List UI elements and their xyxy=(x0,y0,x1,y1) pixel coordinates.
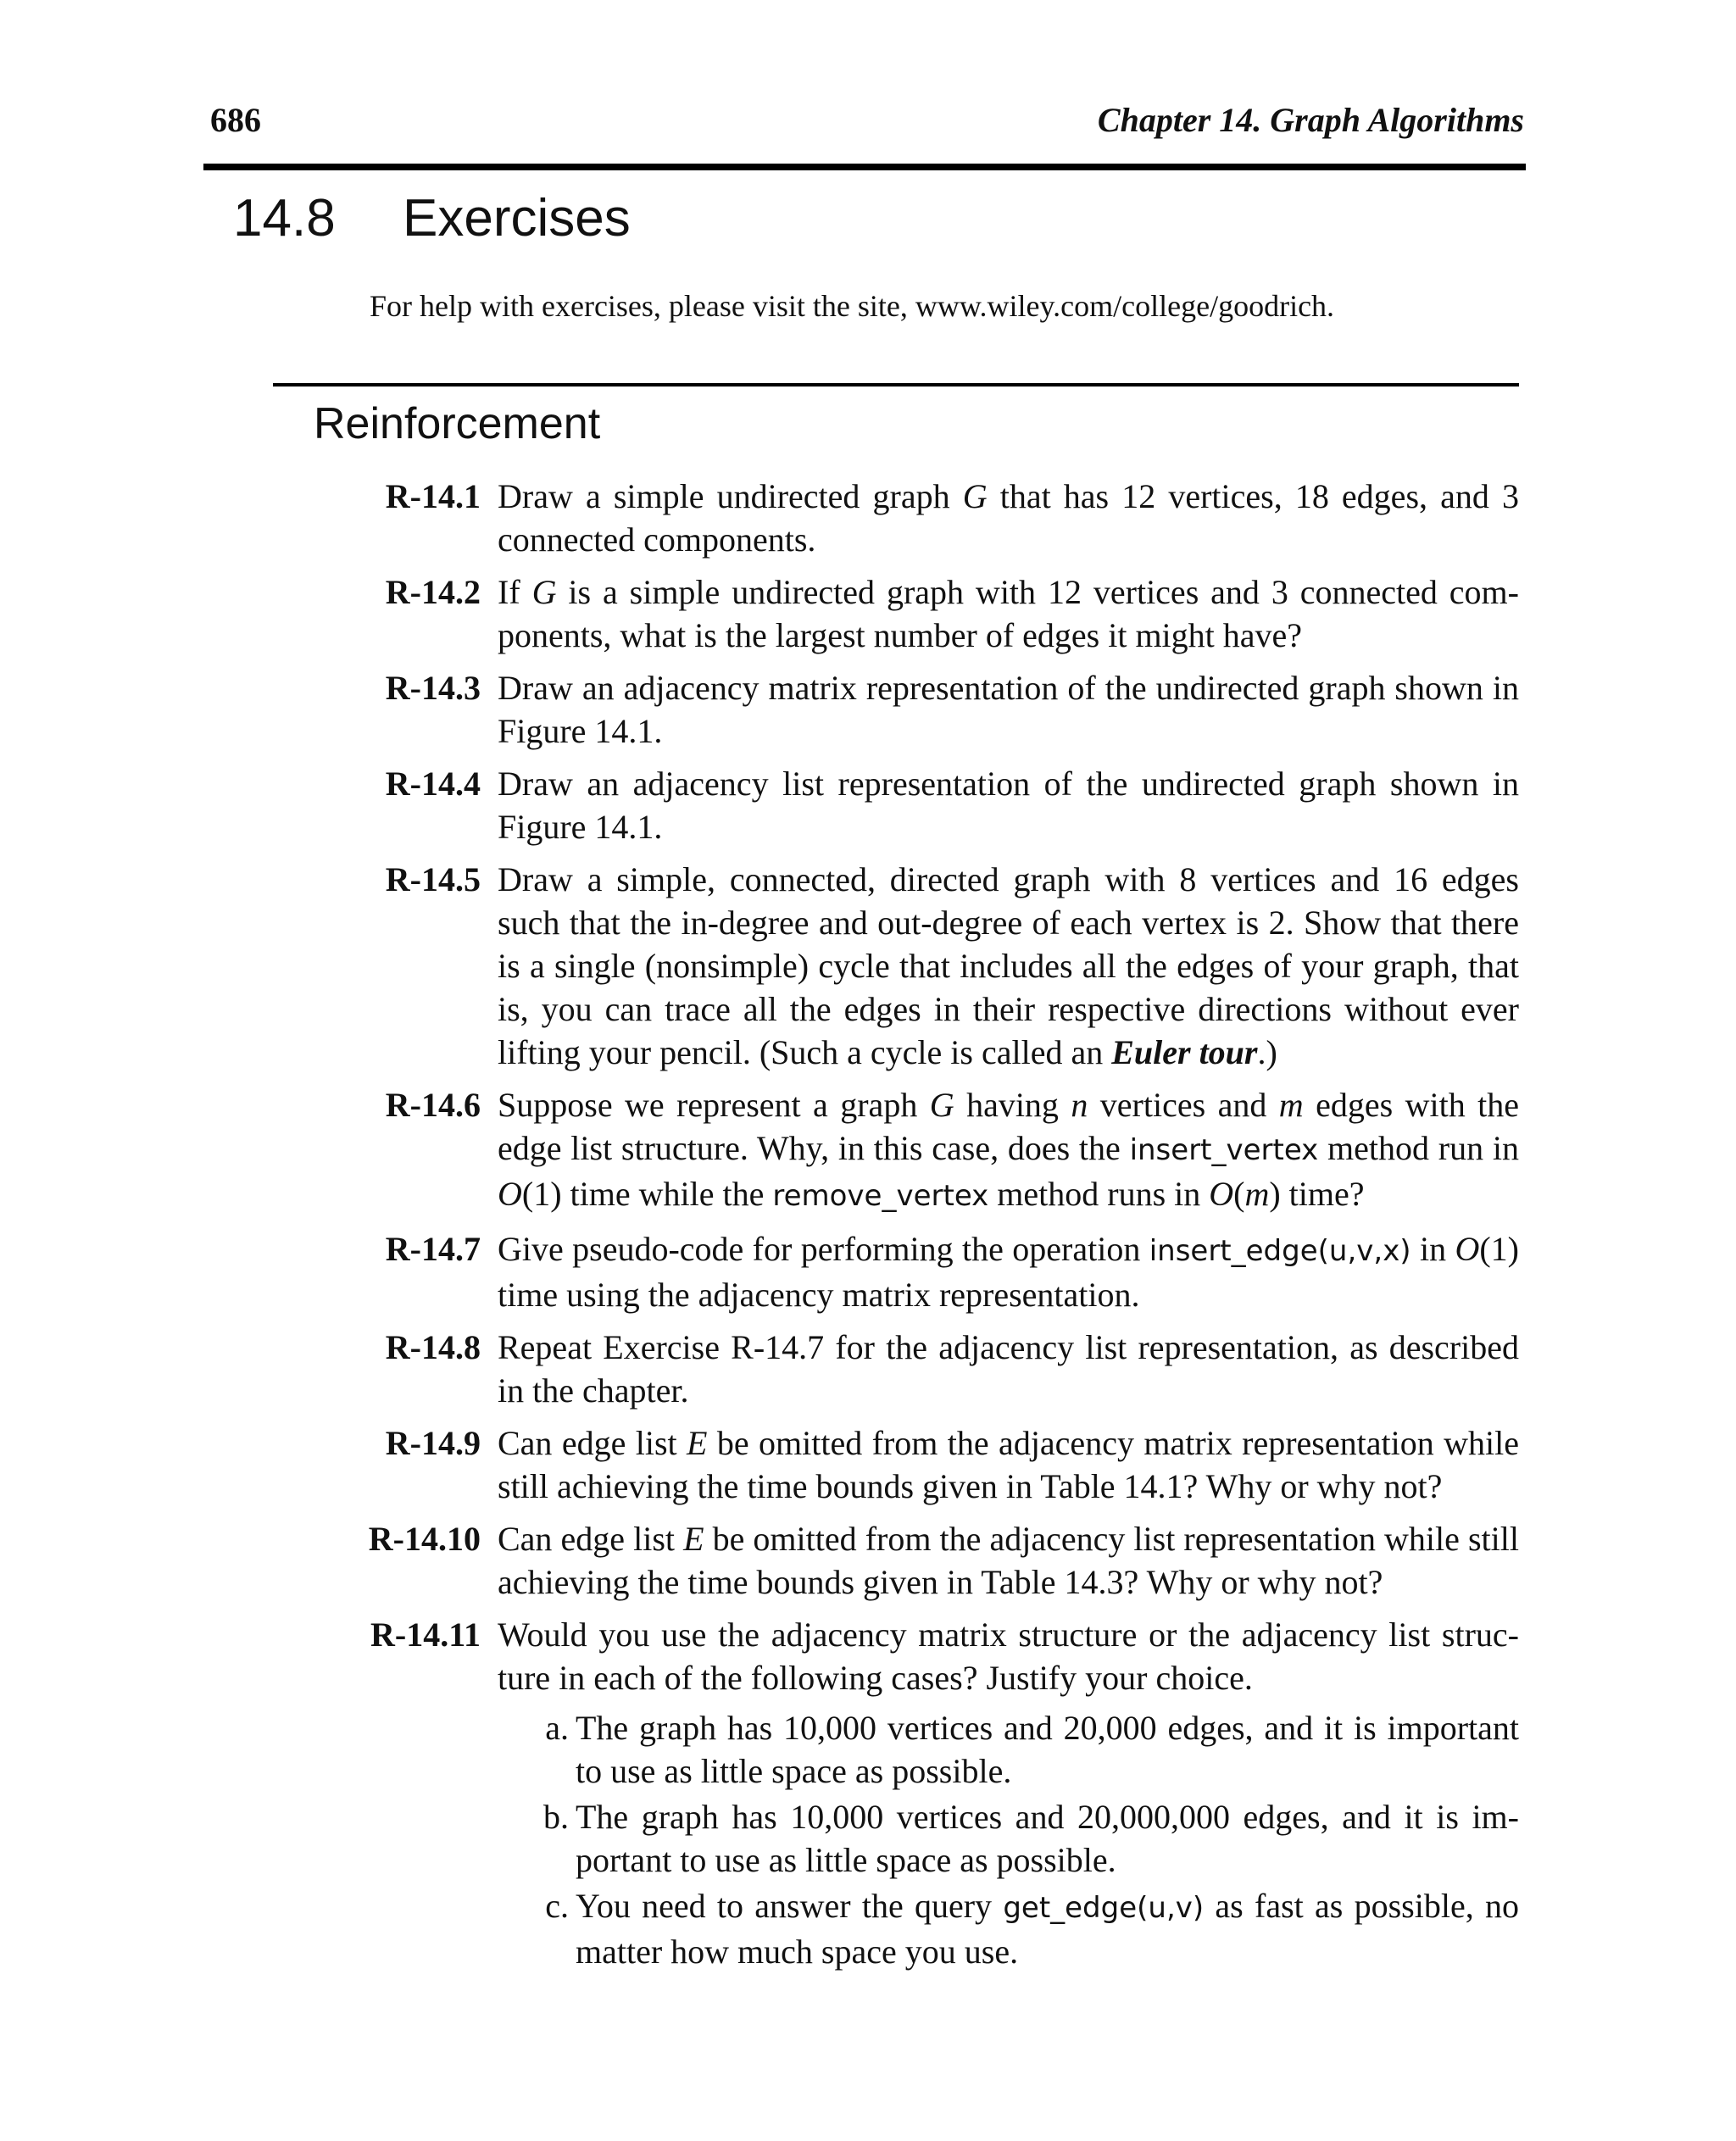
emphasis-term: Euler tour xyxy=(1111,1033,1258,1071)
exercise-label: R-14.9 xyxy=(385,1424,481,1462)
exercise-text: Repeat Exercise R-14.7 for the adjacency list representation, as described in the chapter. xyxy=(498,1328,1519,1410)
page-number: 686 xyxy=(210,101,261,139)
exercise-text: Can edge list E be omitted from the adjacency matrix representation while still achieving the time bounds given in Table 14.1? Why or why not? xyxy=(498,1424,1519,1505)
code-get-edge: get_edge(u,v) xyxy=(1003,1891,1205,1925)
exercise-label: R-14.1 xyxy=(385,477,481,515)
exercise-text: Can edge list E be omitted from the adjacency list representation while still achieving the time bounds given in Table 14.3? Why or why not? xyxy=(498,1520,1519,1601)
exercise-r14-2 xyxy=(322,570,1519,657)
section-name: Exercises xyxy=(403,189,631,247)
subsection-title: Reinforcement xyxy=(314,399,601,448)
exercise-label: R-14.7 xyxy=(385,1230,481,1268)
exercise-r14-11 xyxy=(322,1613,1519,1973)
exercise-label: R-14.4 xyxy=(385,765,481,803)
subitem-list xyxy=(498,1706,1519,1973)
running-head xyxy=(210,100,1524,142)
exercise-label: R-14.5 xyxy=(385,860,481,898)
exercise-r14-10 xyxy=(322,1517,1519,1604)
exercise-text: If G is a simple undirected graph with 12 vertices and 3 connected com-ponents, what is the largest number of edges it might have? xyxy=(498,573,1519,654)
subitem-text: You need to answer the query get_edge(u,v) as fast as possible, no matter how much space you use. xyxy=(576,1887,1519,1971)
exercise-r14-7 xyxy=(322,1227,1519,1316)
code-insert-edge: insert_edge(u,v,x) xyxy=(1149,1234,1411,1268)
exercise-text: Suppose we represent a graph G having n vertices and m edges with the edge list structure. Why, in this case, does the insert_vertex method run in O(1) time while the remove_vertex method runs in O(m) time? xyxy=(498,1086,1519,1213)
exercise-text: Draw an adjacency matrix representation of the undirected graph shown in Figure 14.1. xyxy=(498,669,1519,750)
exercise-label: R-14.11 xyxy=(370,1615,481,1654)
exercise-text: Draw a simple, connected, directed graph with 8 vertices and 16 edges such that the in-degree and out-degree of each vertex is 2. Show that there is a single (nonsimple) cycle that includes all the edges of your graph, that is, you can trace all the edges in their respective directions without ever lifting your pencil. (Such a cycle is called an Euler tour.) xyxy=(498,860,1519,1071)
exercise-text: Give pseudo-code for performing the operation insert_edge(u,v,x) in O(1) time using the adjacency matrix representation. xyxy=(498,1230,1519,1314)
subitem-b xyxy=(498,1795,1519,1882)
subitem-label: c. xyxy=(545,1887,569,1925)
subitem-text: The graph has 10,000 vertices and 20,000,000 edges, and it is im-portant to use as little space as possible. xyxy=(576,1798,1519,1879)
exercise-list xyxy=(322,475,1519,1983)
subitem-a xyxy=(498,1706,1519,1793)
exercise-text: Would you use the adjacency matrix structure or the adjacency list struc-ture in each of the following cases? Justify your choice. xyxy=(498,1615,1519,1697)
exercise-r14-4 xyxy=(322,762,1519,848)
code-remove-vertex: remove_vertex xyxy=(772,1179,989,1213)
subsection-rule xyxy=(273,383,1519,386)
section-number: 14.8 xyxy=(233,189,336,247)
section-title xyxy=(233,188,631,248)
exercise-label: R-14.2 xyxy=(385,573,481,611)
exercise-r14-5 xyxy=(322,858,1519,1074)
exercise-r14-3 xyxy=(322,666,1519,753)
header-rule xyxy=(203,164,1526,170)
code-insert-vertex: insert_vertex xyxy=(1129,1133,1319,1167)
exercise-label: R-14.6 xyxy=(385,1086,481,1124)
exercise-text: Draw a simple undirected graph G that has 12 vertices, 18 edges, and 3 connected components. xyxy=(498,477,1519,559)
exercise-label: R-14.3 xyxy=(385,669,481,707)
subitem-label: b. xyxy=(543,1798,569,1836)
exercise-text: Draw an adjacency list representation of the undirected graph shown in Figure 14.1. xyxy=(498,765,1519,846)
subitem-label: a. xyxy=(545,1709,569,1747)
help-text: For help with exercises, please visit the site, www.wiley.com/college/goodrich. xyxy=(370,289,1335,323)
subitem-c xyxy=(498,1884,1519,1973)
exercise-label: R-14.8 xyxy=(385,1328,481,1366)
exercise-r14-1 xyxy=(322,475,1519,561)
exercise-r14-9 xyxy=(322,1421,1519,1508)
exercise-label: R-14.10 xyxy=(368,1520,481,1558)
chapter-title: Chapter 14. Graph Algorithms xyxy=(1097,101,1524,139)
exercise-r14-8 xyxy=(322,1326,1519,1412)
exercise-r14-6 xyxy=(322,1083,1519,1218)
subitem-text: The graph has 10,000 vertices and 20,000 edges, and it is important to use as little space as possible. xyxy=(576,1709,1519,1790)
